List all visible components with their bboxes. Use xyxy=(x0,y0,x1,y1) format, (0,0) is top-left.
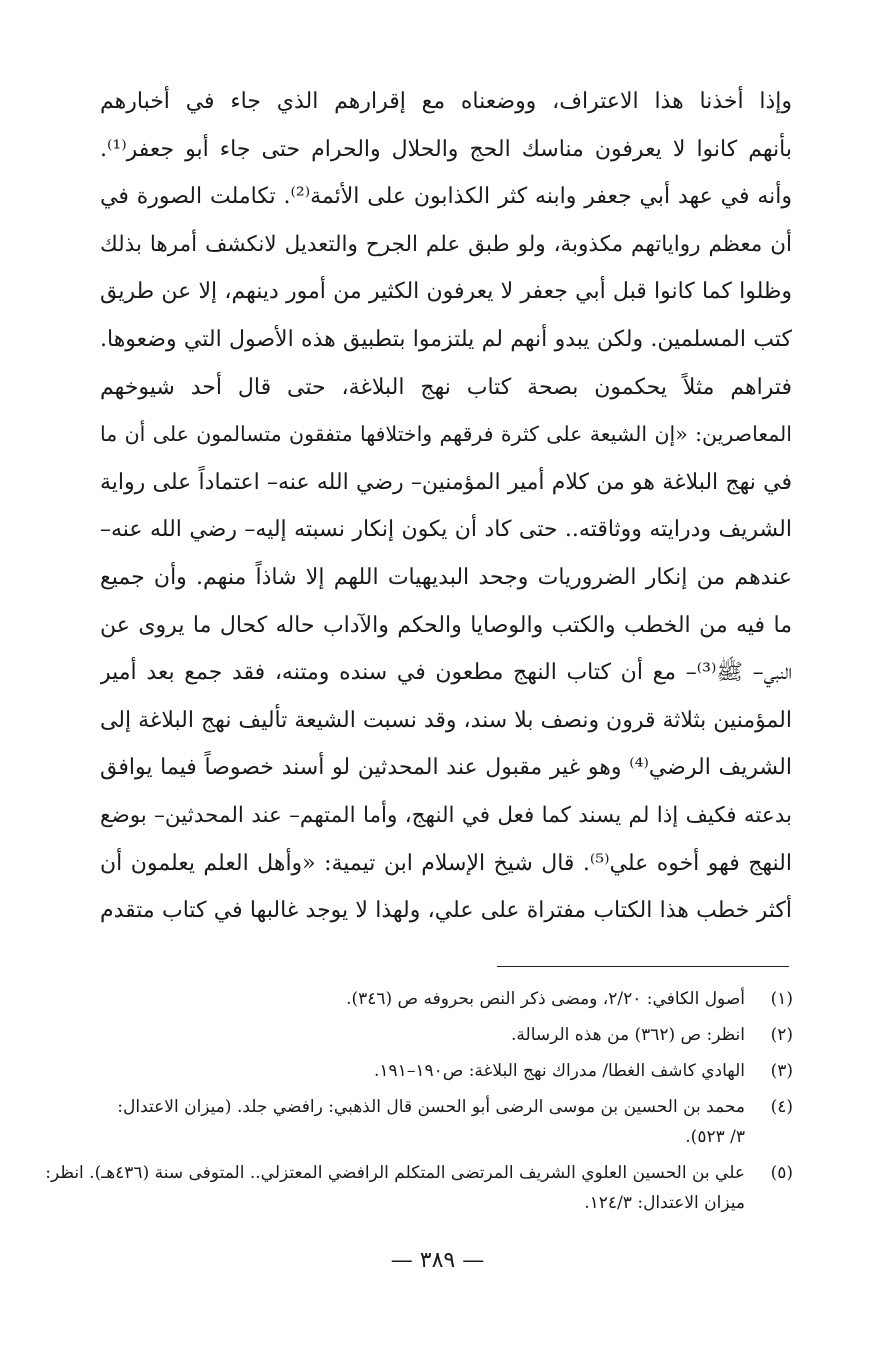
main-text-line: المؤمنين بثلاثة قرون ونصف بلا سند، وقد نسبت الشيعة تأليف نهج البلاغة إلى xyxy=(100,707,792,733)
footnote-item xyxy=(85,1020,793,1050)
footnote-number: (١) xyxy=(770,989,793,1009)
main-text-line: النهج فهو أخوه علي⁽⁵⁾. قال شيخ الإسلام ابن تيمية: «وأهل العلم يعلمون أن xyxy=(100,850,792,876)
main-text-line: كتب المسلمين. ولكن يبدو أنهم لم يلتزموا بتطبيق هذه الأصول التي وضعوها. xyxy=(100,326,792,352)
footnote-line: انظر: ص (٣٦٢) من هذه الرسالة. xyxy=(511,1025,745,1045)
footnote-text xyxy=(85,1056,745,1086)
main-text-line: أكثر خطب هذا الكتاب مفتراة على علي، ولهذا لا يوجد غالبها في كتاب متقدم xyxy=(100,898,792,924)
footnote-line: أصول الكافي: ٢/٢٠، ومضى ذكر النص بحروفه ص (٣٤٦). xyxy=(346,989,745,1009)
footnote-number: (٣) xyxy=(770,1061,793,1081)
page-number: — ٣٨٩ — xyxy=(390,1248,485,1273)
main-text-line: وأنه في عهد أبي جعفر وابنه كثر الكذابون على الأئمة⁽²⁾. تكاملت الصورة في xyxy=(100,184,792,210)
main-text-line: في نهج البلاغة هو من كلام أمير المؤمنين– رضي الله عنه– اعتماداً على رواية xyxy=(100,469,792,495)
footnotes-section xyxy=(45,984,793,1224)
footnote-text xyxy=(85,1092,745,1152)
main-text-line: أن معظم رواياتهم مكذوبة، ولو طبق علم الجرح والتعديل لانكشف أمرها بذلك xyxy=(100,231,792,257)
footnote-divider xyxy=(497,966,789,967)
main-text-line: الشريف الرضي⁽⁴⁾ وهو غير مقبول عند المحدثين لو أسند خصوصاً فيما يوافق xyxy=(100,755,792,781)
main-text-line: الشريف ودرايته ووثاقته.. حتى كاد أن يكون إنكار نسبته إليه– رضي الله عنه– xyxy=(100,517,792,543)
main-text-body xyxy=(100,78,792,935)
main-text-line: وإذا أخذنا هذا الاعتراف، ووضعناه مع إقرارهم الذي جاء في أخبارهم xyxy=(100,89,792,114)
footnote-item xyxy=(85,984,793,1014)
main-text-line: بأنهم كانوا لا يعرفون مناسك الحج والحلال والحرام حتى جاء أبو جعفر⁽¹⁾. xyxy=(100,136,792,162)
footnote-text xyxy=(85,1020,745,1050)
footnote-number: (٢) xyxy=(770,1025,793,1045)
main-text-line: وظلوا كما كانوا قبل أبي جعفر لا يعرفون الكثير من أمور دينهم، إلا عن طريق xyxy=(100,279,792,305)
main-text-line: ما فيه من الخطب والكتب والوصايا والحكم والآداب حاله كحال ما يروى عن xyxy=(100,612,792,638)
footnote-item xyxy=(85,1092,793,1152)
footnote-line: الهادي كاشف الغطا/ مدراك نهج البلاغة: ص١٩٠–١٩١. xyxy=(374,1061,745,1081)
footnote-number: (٥) xyxy=(770,1163,793,1183)
footnote-line: علي بن الحسين العلوي الشريف المرتضى المتكلم الرافضي المعتزلي.. المتوفى سنة (٤٣٦هـ). انظر: xyxy=(45,1163,745,1183)
footnote-line: ٣/ ٥٢٣). xyxy=(685,1127,745,1147)
main-text-line: عندهم من إنكار الضروريات وجحد البديهيات اللهم إلا شاذاً منهم. وأن جميع xyxy=(100,564,792,590)
footnote-line: ميزان الاعتدال: ١٢٤/٣. xyxy=(584,1193,745,1213)
footnote-line: محمد بن الحسين بن موسى الرضى أبو الحسن قال الذهبي: رافضي جلد. (ميزان الاعتدال: xyxy=(117,1097,745,1117)
footnote-item xyxy=(85,1056,793,1086)
footnote-number: (٤) xyxy=(770,1097,793,1117)
main-text-line: المعاصرين: «إن الشيعة على كثرة فرقهم واختلافها متفقون متسالمون على أن ما xyxy=(100,422,792,447)
footnote-text xyxy=(85,984,745,1014)
footnote-text xyxy=(45,1158,745,1218)
main-text-line: النبي– ﷺ⁽³⁾– مع أن كتاب النهج مطعون في سنده ومتنه، فقد جمع بعد أمير xyxy=(100,660,792,686)
main-text-line: فتراهم مثلاً يحكمون بصحة كتاب نهج البلاغة، حتى قال أحد شيوخهم xyxy=(100,374,792,400)
main-text-line: بدعته فكيف إذا لم يسند كما فعل في النهج، وأما المتهم– عند المحدثين– بوضع xyxy=(100,802,792,828)
footnote-item xyxy=(45,1158,793,1218)
